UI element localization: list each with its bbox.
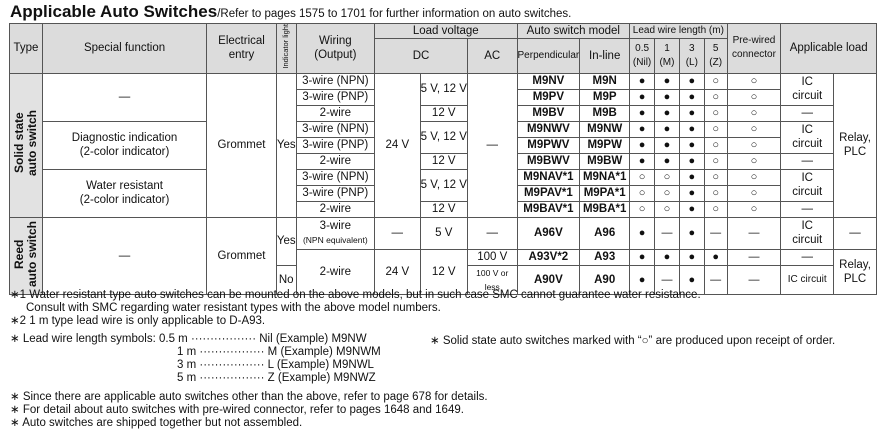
prewired: ○ (727, 201, 781, 217)
load-ic-circuit: IC circuit (781, 265, 834, 294)
header-perpendicular: Perpendicular (517, 39, 580, 74)
lead-1: ○ (655, 185, 680, 201)
model-perpendicular: A90V (517, 265, 580, 294)
model-perpendicular: M9PAV*1 (517, 185, 580, 201)
prewired: — (727, 217, 781, 249)
header-inline: In-line (580, 39, 630, 74)
special-none: — (42, 73, 206, 121)
lead-05: ○ (630, 169, 655, 185)
auto-switch-table (9, 23, 877, 295)
lead-05: ● (630, 265, 655, 294)
lead-5: — (704, 217, 727, 249)
lead-05: ● (630, 217, 655, 249)
wiring: 2-wire (296, 201, 374, 217)
lead-05: ○ (630, 185, 655, 201)
lead-3: ● (679, 73, 704, 89)
prewired: ○ (727, 185, 781, 201)
prewired: ○ (727, 105, 781, 121)
header-len-3: 3 (L) (679, 39, 704, 74)
table-row (10, 121, 877, 137)
dc-none: — (375, 217, 420, 249)
special-water-resistant: Water resistant (2-color indicator) (42, 169, 206, 217)
dc-5-12v: 5 V, 12 V (420, 169, 467, 201)
wiring-reed-2wire: 2-wire (296, 249, 374, 294)
lead-05: ● (630, 121, 655, 137)
lead-3: ● (679, 249, 704, 265)
lead-wire-symbols: ∗ Lead wire length symbols: 0.5 m ················· Nil (Example) M9NW 1 m ················· M (Example) M9NWM 3 m ················· L (Example) M9NWL 5 m ················· Z (Example) M9NWZ (10, 333, 381, 384)
model-inline: M9BW (580, 153, 630, 169)
model-perpendicular: M9BWV (517, 153, 580, 169)
wiring: 3-wire (PNP) (296, 185, 374, 201)
lead-1: ○ (655, 169, 680, 185)
load-relay-plc: Relay, PLC (834, 73, 877, 217)
dc-5-12v: 5 V, 12 V (420, 121, 467, 153)
table-row (10, 169, 877, 185)
model-perpendicular: A96V (517, 217, 580, 249)
lead-05: ● (630, 249, 655, 265)
wiring: 3-wire (NPN) (296, 121, 374, 137)
solid-state-order-note: ∗ Solid state auto switches marked with “○” are produced upon receipt of order. (430, 335, 836, 347)
entry-grommet-reed: Grommet (207, 217, 277, 294)
lead-05: ○ (630, 201, 655, 217)
load-ic-circuit: IC circuit (781, 217, 834, 249)
header-len-5: 5 (Z) (704, 39, 727, 74)
lead-05: ● (630, 137, 655, 153)
wiring: 3-wire (NPN) (296, 73, 374, 89)
load-ic-circuit: IC circuit (781, 169, 834, 201)
lead-05: ● (630, 153, 655, 169)
table-row (10, 73, 877, 89)
prewired: ○ (727, 89, 781, 105)
lead-5: ○ (704, 153, 727, 169)
lead-5: ○ (704, 105, 727, 121)
dc-12v: 12 V (420, 201, 467, 217)
model-inline: M9B (580, 105, 630, 121)
ac-100v: 100 V (467, 249, 517, 265)
model-inline: A96 (580, 217, 630, 249)
lead-3: ● (679, 265, 704, 294)
header-lead-wire: Lead wire length (m) (630, 24, 727, 39)
title-sub: /Refer to pages 1575 to 1701 for further information on auto switches. (217, 8, 572, 20)
lead-1: ● (655, 137, 680, 153)
load-none: — (834, 217, 877, 249)
lead-05: ● (630, 73, 655, 89)
header-model: Auto switch model (517, 24, 630, 39)
load-none: — (781, 105, 834, 121)
dc-5-12v: 5 V, 12 V (420, 73, 467, 105)
lead-1: ● (655, 105, 680, 121)
prewired: ○ (727, 73, 781, 89)
lead-05: ● (630, 105, 655, 121)
header-electrical-entry: Electrical entry (207, 24, 277, 74)
lead-5: ○ (704, 201, 727, 217)
load-none: — (781, 153, 834, 169)
header-indicator-light: Indicator light (276, 24, 296, 74)
lead-05: ● (630, 89, 655, 105)
model-inline: M9N (580, 73, 630, 89)
ac-none: — (467, 73, 517, 217)
model-inline: M9NW (580, 121, 630, 137)
wiring: 3-wire (NPN) (296, 169, 374, 185)
lead-5: ○ (704, 169, 727, 185)
entry-grommet-solid: Grommet (207, 73, 277, 217)
header-load-voltage: Load voltage (375, 24, 517, 39)
lead-3: ● (679, 153, 704, 169)
header-applicable-load: Applicable load (781, 24, 877, 74)
dc-24v: 24 V (375, 73, 420, 217)
lead-3: ● (679, 201, 704, 217)
wiring-reed-3wire: 3-wire (NPN equivalent) (296, 217, 374, 249)
model-perpendicular: M9NWV (517, 121, 580, 137)
lead-5: ○ (704, 121, 727, 137)
model-perpendicular: M9NAV*1 (517, 169, 580, 185)
dc-12v-reed: 12 V (420, 249, 467, 294)
model-perpendicular: M9NV (517, 73, 580, 89)
dc-12v: 12 V (420, 105, 467, 121)
lead-1: ● (655, 121, 680, 137)
model-inline: M9BA*1 (580, 201, 630, 217)
lead-3: ● (679, 137, 704, 153)
footnotes-other: ∗ Since there are applicable auto switches other than the above, refer to page 678 for details. ∗ For detail about auto switches with pre-wired connector, refer to pages 1648 and 1649. ∗ Auto switches are shipped together but not assembled. (10, 391, 488, 429)
model-inline: M9NA*1 (580, 169, 630, 185)
lead-1: ● (655, 73, 680, 89)
header-dc: DC (375, 39, 468, 74)
header-prewired: Pre-wired connector (727, 24, 781, 74)
lead-1: ● (655, 153, 680, 169)
lead-1: ● (655, 249, 680, 265)
dc-5v: 5 V (420, 217, 467, 249)
dc-12v: 12 V (420, 153, 467, 169)
wiring: 3-wire (PNP) (296, 137, 374, 153)
prewired: ○ (727, 137, 781, 153)
lead-1: ○ (655, 201, 680, 217)
lead-5: ○ (704, 185, 727, 201)
footnote-1: ∗1 Water resistant type auto switches can be mounted on the above models, but in such case SMC cannot guarantee water resistance. Consult with SMC regarding water resistant types with the above model numbers. ∗2 1 m type lead wire is only applicable to D-A93. (10, 289, 701, 327)
lead-5: ● (704, 249, 727, 265)
section-title (10, 2, 571, 22)
title-main: Applicable Auto Switches (10, 2, 218, 21)
prewired: ○ (727, 169, 781, 185)
wiring: 2-wire (296, 153, 374, 169)
dc-24v-reed: 24 V (375, 249, 420, 294)
load-ic-circuit: IC circuit (781, 73, 834, 105)
lead-1: — (655, 265, 680, 294)
indicator-yes-reed: Yes (276, 217, 296, 265)
load-none: — (781, 249, 834, 265)
model-inline: A93 (580, 249, 630, 265)
group-reed: Reed auto switch (10, 217, 43, 294)
model-perpendicular: M9BV (517, 105, 580, 121)
load-none: — (781, 201, 834, 217)
model-inline: M9PA*1 (580, 185, 630, 201)
lead-3: ● (679, 121, 704, 137)
header-wiring: Wiring (Output) (296, 24, 374, 74)
lead-5: — (704, 265, 727, 294)
group-solid-state: Solid state auto switch (10, 73, 43, 217)
ac-100v-or-less: 100 V or less (467, 265, 517, 294)
lead-3: ● (679, 105, 704, 121)
model-inline: M9P (580, 89, 630, 105)
lead-3: ● (679, 217, 704, 249)
load-relay-plc-reed: Relay, PLC (834, 249, 877, 294)
wiring: 2-wire (296, 105, 374, 121)
header-type: Type (10, 24, 43, 74)
header-len-1: 1 (M) (655, 39, 680, 74)
wiring: 3-wire (PNP) (296, 89, 374, 105)
indicator-no: No (276, 265, 296, 294)
lead-5: ○ (704, 89, 727, 105)
prewired: — (727, 265, 781, 294)
model-perpendicular: M9PV (517, 89, 580, 105)
model-perpendicular: A93V*2 (517, 249, 580, 265)
header-len-05: 0.5 (Nil) (630, 39, 655, 74)
model-inline: M9PW (580, 137, 630, 153)
prewired: ○ (727, 121, 781, 137)
special-none-reed: — (42, 217, 206, 294)
lead-5: ○ (704, 73, 727, 89)
model-perpendicular: M9BAV*1 (517, 201, 580, 217)
lead-1: — (655, 217, 680, 249)
prewired: ○ (727, 153, 781, 169)
model-inline: A90 (580, 265, 630, 294)
lead-5: ○ (704, 137, 727, 153)
load-ic-circuit: IC circuit (781, 121, 834, 153)
lead-3: ● (679, 89, 704, 105)
special-diagnostic: Diagnostic indication (2-color indicator) (42, 121, 206, 169)
ac-none: — (467, 217, 517, 249)
lead-3: ● (679, 169, 704, 185)
header-ac: AC (467, 39, 517, 74)
table-row (10, 217, 877, 249)
prewired: — (727, 249, 781, 265)
indicator-yes-solid: Yes (276, 73, 296, 217)
lead-1: ● (655, 89, 680, 105)
header-special-function: Special function (42, 24, 206, 74)
model-perpendicular: M9PWV (517, 137, 580, 153)
lead-3: ● (679, 185, 704, 201)
